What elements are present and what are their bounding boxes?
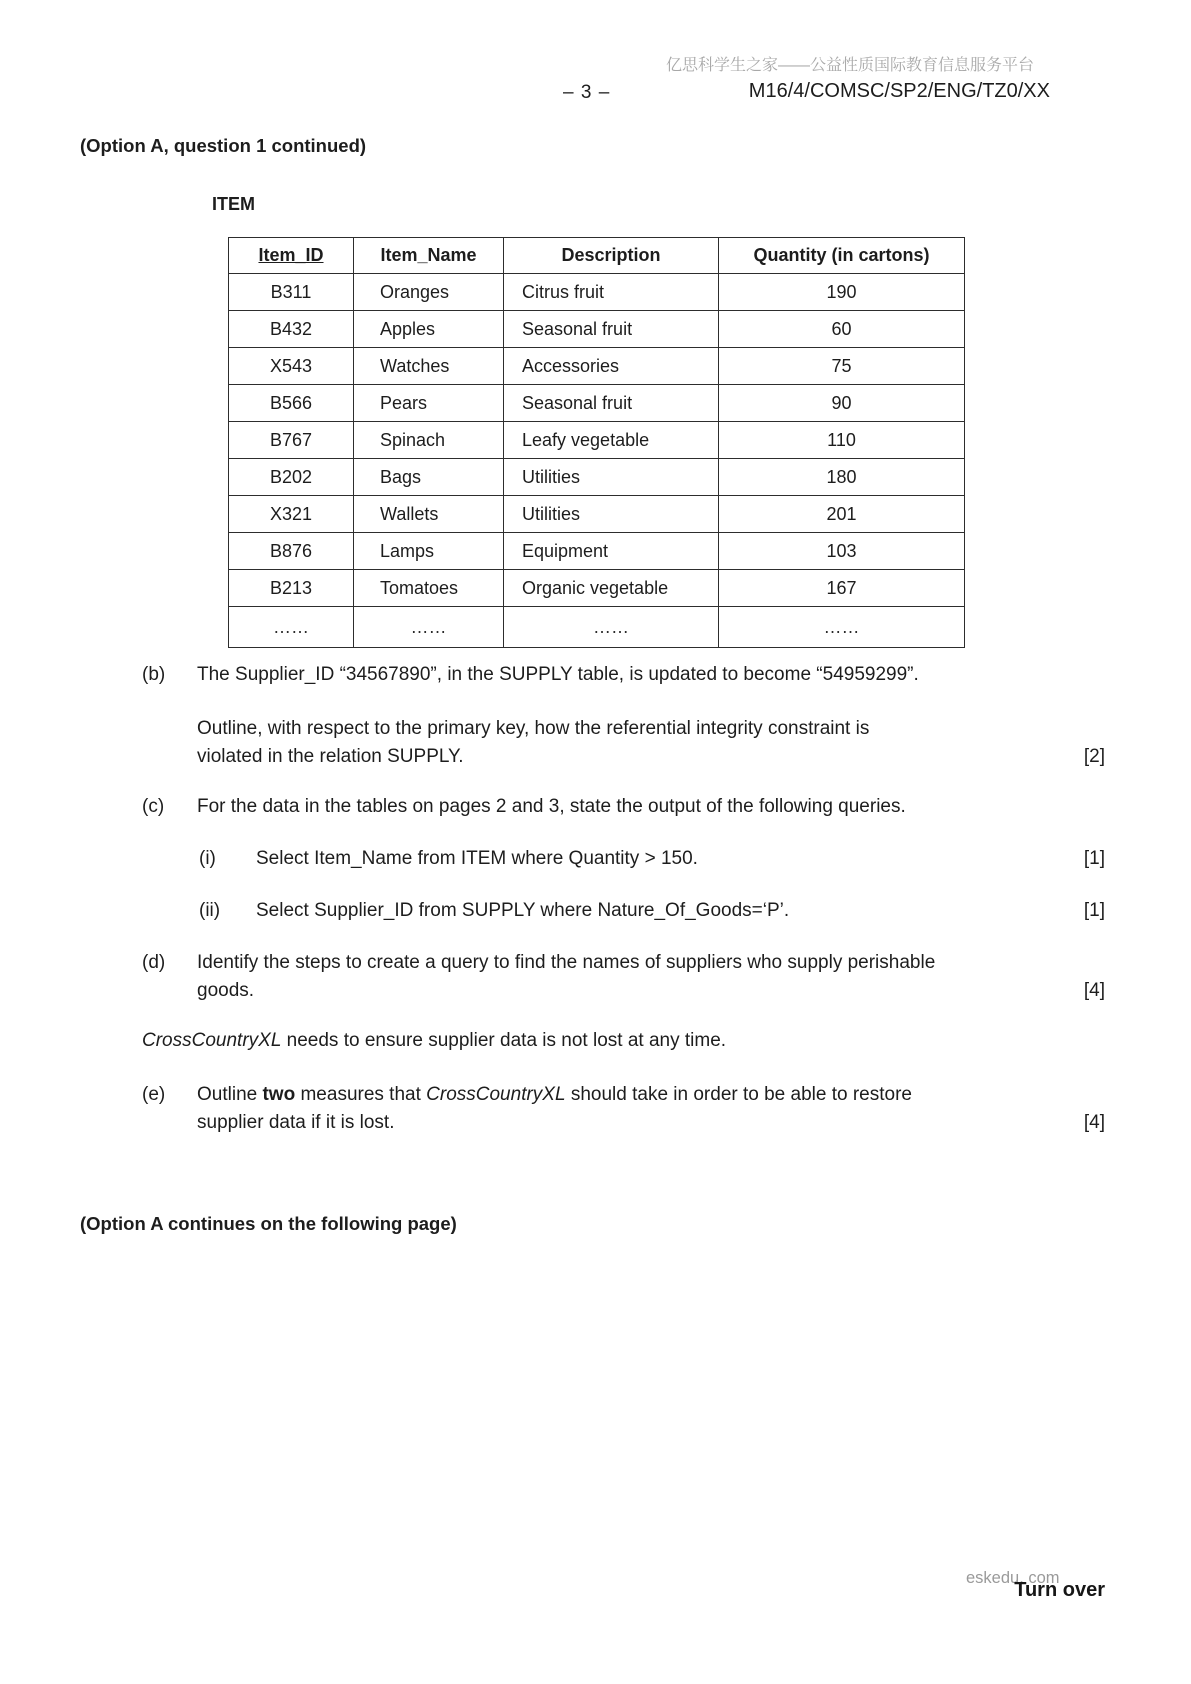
column-header-quantity: Quantity (in cartons): [719, 238, 965, 274]
table-row-ellipsis: [229, 607, 965, 648]
table-cell: B202: [229, 459, 354, 496]
part-b-intro: The Supplier_ID “34567890”, in the SUPPLY table, is updated to become “54959299”.: [197, 664, 919, 685]
table-row: [229, 459, 965, 496]
table-row: [229, 570, 965, 607]
table-cell: Leafy vegetable: [504, 422, 719, 459]
table-row: [229, 274, 965, 311]
table-row: [229, 348, 965, 385]
table-row: [229, 422, 965, 459]
table-row: [229, 533, 965, 570]
company-name: CrossCountryXL: [142, 1030, 282, 1051]
table-cell: 60: [719, 311, 965, 348]
part-e-text-2: measures that: [295, 1084, 427, 1105]
table-cell: Utilities: [504, 496, 719, 533]
part-e-label: (e): [142, 1084, 166, 1105]
table-cell: 90: [719, 385, 965, 422]
table-cell: Accessories: [504, 348, 719, 385]
option-continued-heading: (Option A, question 1 continued): [80, 135, 367, 156]
table-cell: Lamps: [354, 533, 504, 570]
part-e-text-3: should take in order to be able to restore: [565, 1084, 912, 1105]
table-cell: ……: [229, 607, 354, 648]
part-d-line2: goods.: [197, 980, 255, 1001]
table-cell: Oranges: [354, 274, 504, 311]
table-cell: B876: [229, 533, 354, 570]
paper-code: M16/4/COMSC/SP2/ENG/TZ0/XX: [748, 80, 1050, 102]
table-cell: Bags: [354, 459, 504, 496]
table-cell: X321: [229, 496, 354, 533]
option-continues-note: (Option A continues on the following page): [80, 1213, 457, 1234]
item-table-title: ITEM: [212, 194, 255, 214]
table-cell: 180: [719, 459, 965, 496]
part-c-i-label: (i): [199, 848, 216, 869]
supplier-data-note: [142, 1030, 726, 1052]
table-row: [229, 311, 965, 348]
item-table: [228, 237, 965, 648]
header-site-watermark: 亿思科学生之家——公益性质国际教育信息服务平台: [666, 57, 1035, 74]
table-cell: Watches: [354, 348, 504, 385]
part-c-ii-marks: [1]: [1083, 900, 1105, 921]
table-cell: Pears: [354, 385, 504, 422]
part-c-i-marks: [1]: [1083, 848, 1105, 869]
company-name: CrossCountryXL: [426, 1084, 566, 1105]
table-cell: 103: [719, 533, 965, 570]
page-number: – 3 –: [563, 82, 611, 103]
table-cell: Wallets: [354, 496, 504, 533]
table-cell: ……: [354, 607, 504, 648]
table-cell: Seasonal fruit: [504, 311, 719, 348]
table-header-row: [229, 238, 965, 274]
table-cell: B566: [229, 385, 354, 422]
part-b-prompt-line1: Outline, with respect to the primary key, how the referential integrity constraint is: [197, 718, 870, 739]
table-cell: X543: [229, 348, 354, 385]
part-c-i-text: Select Item_Name from ITEM where Quantity > 150.: [256, 848, 698, 869]
table-cell: 75: [719, 348, 965, 385]
table-row: [229, 496, 965, 533]
turn-over-label: Turn over: [1014, 1579, 1105, 1601]
part-e-text-1: Outline: [197, 1084, 263, 1105]
footer-site-watermark: eskedu. com: [966, 1569, 1060, 1587]
table-cell: 110: [719, 422, 965, 459]
part-c-ii-text: Select Supplier_ID from SUPPLY where Nature_Of_Goods=‘P’.: [256, 900, 790, 921]
part-c-ii-label: (ii): [199, 900, 221, 921]
table-cell: Citrus fruit: [504, 274, 719, 311]
table-cell: B311: [229, 274, 354, 311]
part-d-label: (d): [142, 952, 166, 973]
part-b-prompt-line2: violated in the relation SUPPLY.: [197, 746, 464, 767]
table-cell: Apples: [354, 311, 504, 348]
table-cell: Spinach: [354, 422, 504, 459]
table-cell: Seasonal fruit: [504, 385, 719, 422]
part-e-text-bold: two: [262, 1084, 296, 1105]
part-c-label: (c): [142, 796, 165, 817]
part-c-intro: For the data in the tables on pages 2 and 3, state the output of the following queries.: [197, 796, 906, 817]
part-d-line1: Identify the steps to create a query to find the names of suppliers who supply perishable: [197, 952, 936, 973]
part-b-label: (b): [142, 664, 166, 685]
part-b-marks: [2]: [1083, 746, 1105, 767]
table-cell: B213: [229, 570, 354, 607]
table-cell: 201: [719, 496, 965, 533]
table-cell: Tomatoes: [354, 570, 504, 607]
table-row: [229, 385, 965, 422]
table-cell: B432: [229, 311, 354, 348]
part-e-line2: supplier data if it is lost.: [197, 1112, 395, 1133]
table-cell: Utilities: [504, 459, 719, 496]
part-d-marks: [4]: [1083, 980, 1105, 1001]
table-cell: Equipment: [504, 533, 719, 570]
table-cell: Organic vegetable: [504, 570, 719, 607]
column-header-description: Description: [504, 238, 719, 274]
column-header-item-id: Item_ID: [229, 238, 354, 274]
table-cell: B767: [229, 422, 354, 459]
table-cell: ……: [504, 607, 719, 648]
supplier-data-note-text: needs to ensure supplier data is not lost at any time.: [281, 1030, 727, 1051]
part-e-marks: [4]: [1083, 1112, 1105, 1133]
part-e-line1: [197, 1084, 912, 1106]
table-cell: 190: [719, 274, 965, 311]
table-cell: ……: [719, 607, 965, 648]
table-cell: 167: [719, 570, 965, 607]
column-header-item-name: Item_Name: [354, 238, 504, 274]
